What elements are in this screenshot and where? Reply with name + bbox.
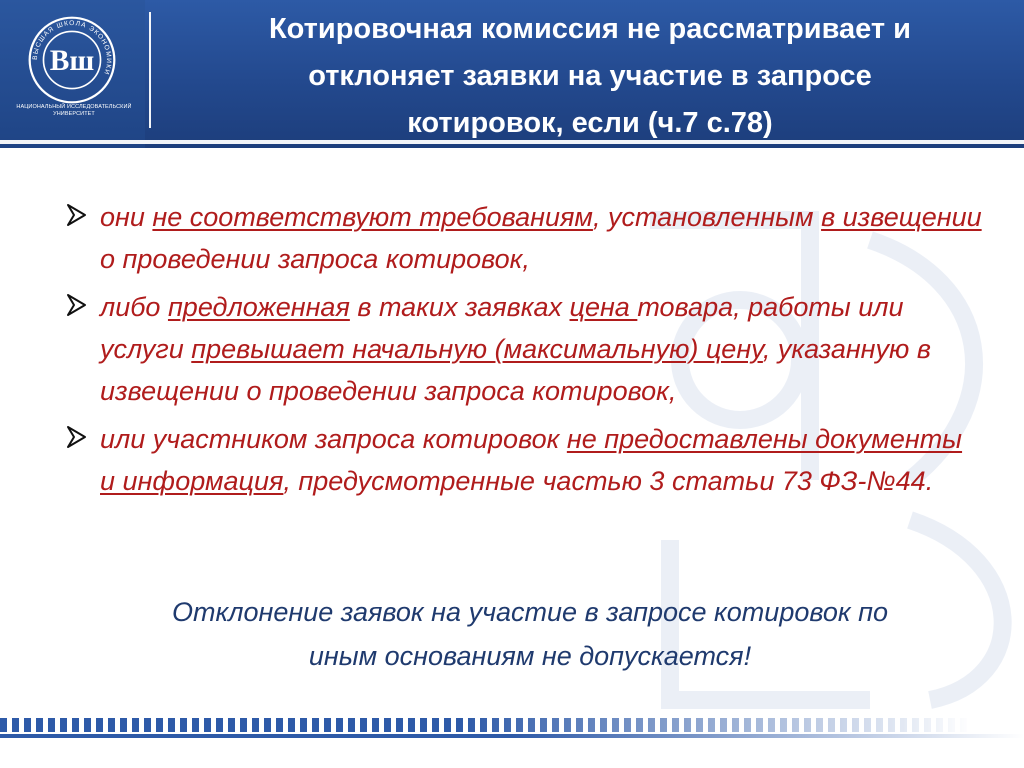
text-run: они: [100, 202, 153, 232]
logo-caption: НАЦИОНАЛЬНЫЙ ИССЛЕДОВАТЕЛЬСКИЙ УНИВЕРСИТЕТ: [16, 104, 132, 117]
text-run: , предусмотренные частью 3 статьи 73 ФЗ-№44.: [283, 466, 934, 496]
title-line: котировок, если (ч.7 с.78): [407, 107, 773, 139]
text-run: товара, работы или услуги: [100, 292, 904, 364]
bullet-list-container: [62, 196, 982, 508]
slide-title: [165, 6, 1015, 147]
text-run: или участником запроса котировок: [100, 424, 567, 454]
underlined-phrase: не предоставлены документы и информация: [100, 424, 963, 496]
text-run: , установленным: [592, 202, 822, 232]
text-run: в таких заявках: [349, 292, 570, 322]
logo-monogram: Вш: [49, 45, 95, 78]
underlined-phrase: цена: [569, 292, 638, 322]
arrowhead-bullet-icon: [66, 424, 88, 450]
underlined-phrase: превышает начальную (максимальную) цену: [191, 334, 763, 364]
bullet-text: [100, 292, 931, 406]
logo-ring-text: ВЫСШАЯ ШКОЛА ЭКОНОМИКИ: [31, 20, 113, 77]
underlined-phrase: не соответствуют требованиям: [152, 202, 593, 232]
closing-note: [70, 590, 990, 678]
text-run: либо: [100, 292, 168, 322]
bullet-list: [62, 196, 982, 502]
arrowhead-bullet-icon: [66, 292, 88, 318]
footer-decoration-strip: [0, 718, 1024, 732]
title-line: отклоняет заявки на участие в запросе: [308, 60, 872, 92]
list-item: [62, 196, 982, 280]
title-line: Котировочная комиссия не рассматривает и: [268, 13, 911, 45]
header-divider: [149, 12, 151, 128]
bullet-text: [100, 202, 982, 274]
note-line: иным основаниям не допускается!: [308, 641, 752, 671]
logo-panel: [0, 0, 145, 148]
header-underline: [0, 140, 1024, 144]
note-line: Отклонение заявок на участие в запросе котировок по: [171, 597, 888, 627]
footer-line: [0, 734, 1024, 738]
text-run: о проведении запроса котировок,: [100, 244, 530, 274]
text-run: , указанную в извещении о проведении запроса котировок,: [100, 334, 931, 406]
underlined-phrase: предложенная: [167, 292, 350, 322]
underlined-phrase: в извещении: [821, 202, 982, 232]
hse-university-seal-icon: [26, 14, 118, 106]
header-band: [0, 0, 1024, 148]
bullet-text: [100, 424, 962, 496]
list-item: [62, 418, 982, 502]
arrowhead-bullet-icon: [66, 202, 88, 228]
list-item: [62, 286, 982, 412]
